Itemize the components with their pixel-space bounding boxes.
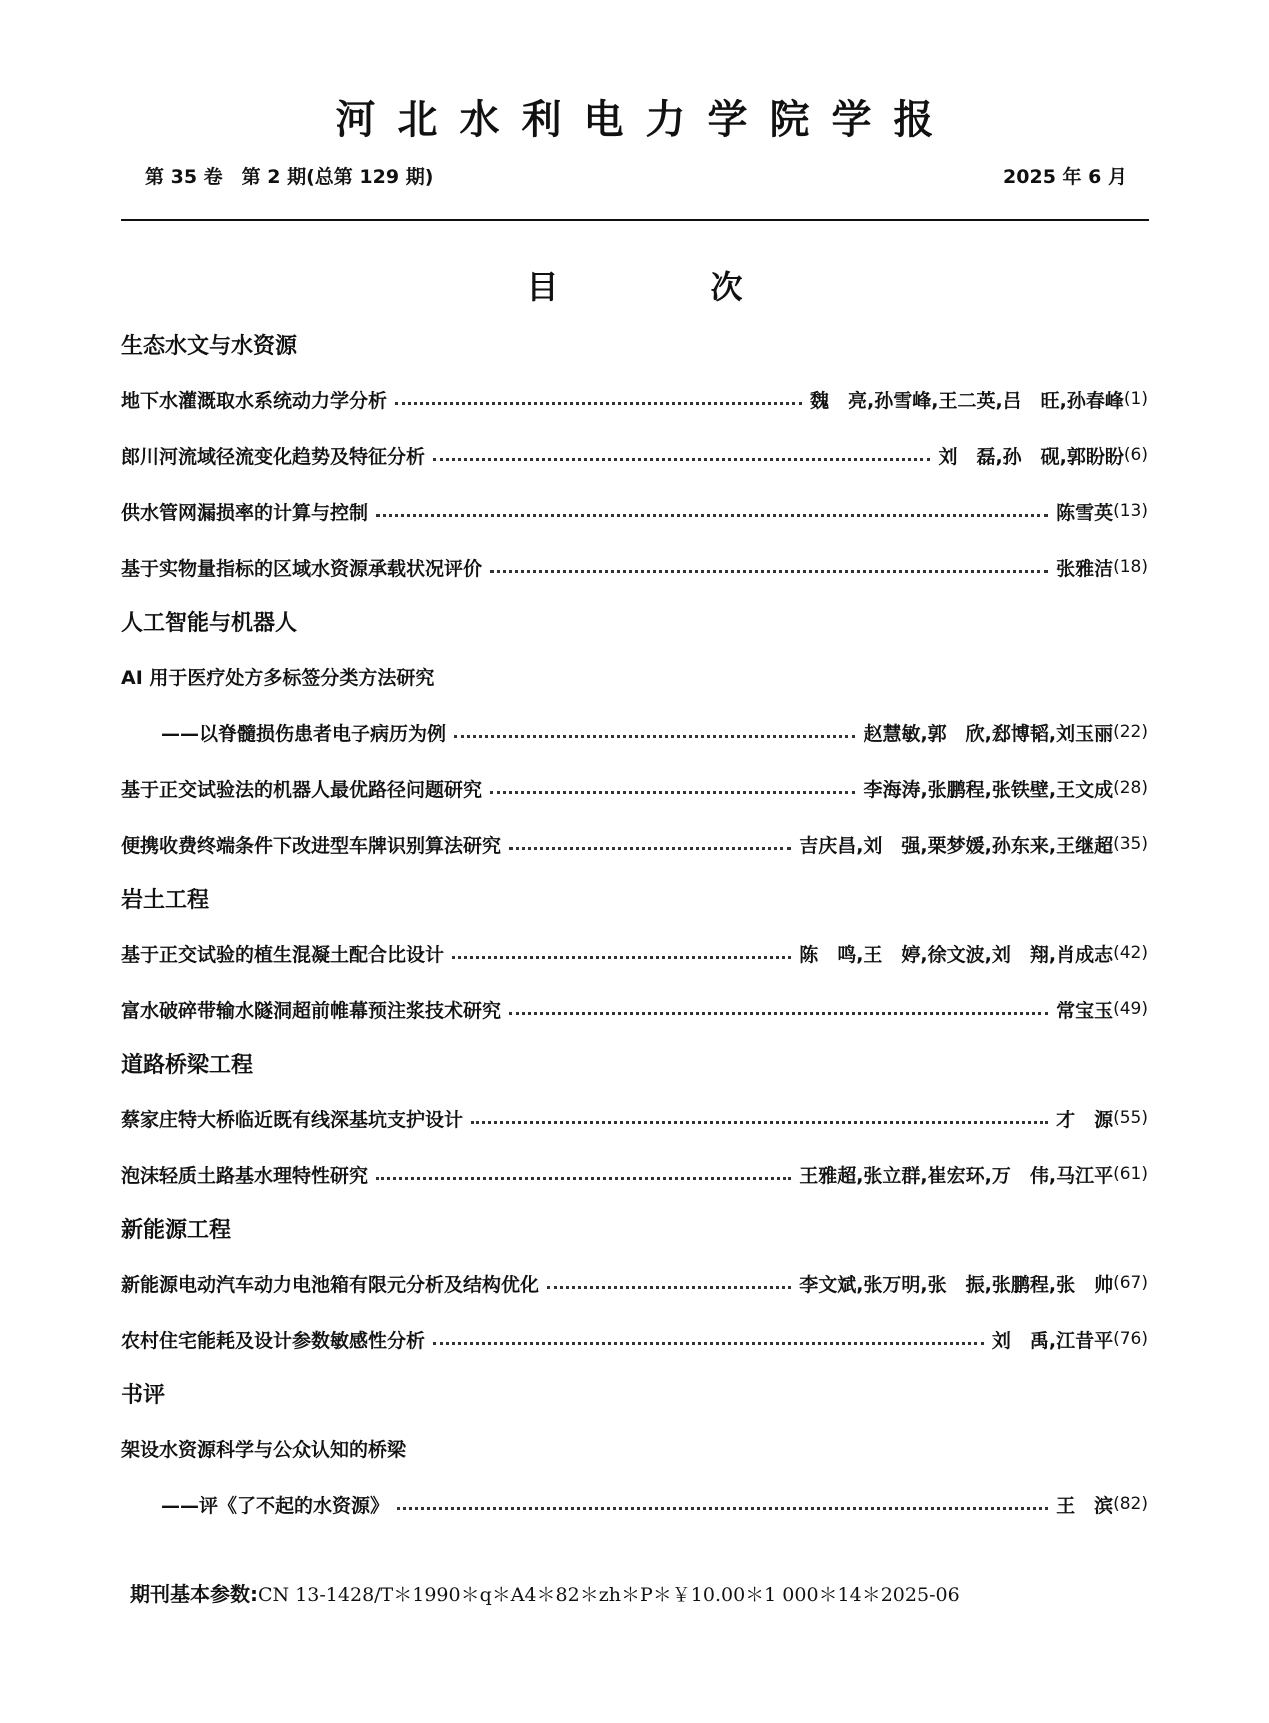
entry-authors: 王 滨 bbox=[1056, 1494, 1114, 1517]
toc-entry[interactable] bbox=[121, 483, 1148, 539]
entry-title: 地下水灌溉取水系统动力学分析 bbox=[121, 389, 388, 412]
dot-leader bbox=[454, 735, 855, 738]
entry-title: 泡沫轻质土路基水理特性研究 bbox=[121, 1164, 369, 1187]
entry-authors: 王雅超,张立群,崔宏环,万 伟,马江平 bbox=[799, 1164, 1114, 1187]
entry-authors: 才 源 bbox=[1056, 1108, 1114, 1131]
dot-leader bbox=[452, 956, 791, 959]
entry-page: (67) bbox=[1113, 1273, 1148, 1293]
entry-title: 蔡家庄特大桥临近既有线深基坑支护设计 bbox=[121, 1108, 464, 1131]
toc-entry[interactable] bbox=[121, 1311, 1148, 1367]
entry-authors: 吉庆昌,刘 强,栗梦媛,孙东来,王继超 bbox=[799, 834, 1114, 857]
entry-title: 新能源电动汽车动力电池箱有限元分析及结构优化 bbox=[121, 1273, 540, 1296]
entry-title: 便携收费终端条件下改进型车牌识别算法研究 bbox=[121, 834, 502, 857]
entry-authors: 赵慧敏,郭 欣,郄博韬,刘玉丽 bbox=[863, 722, 1114, 745]
entry-page: (49) bbox=[1113, 999, 1148, 1019]
toc-entry[interactable] bbox=[121, 648, 1148, 704]
section-heading: 书评 bbox=[121, 1383, 166, 1408]
entry-authors: 李海涛,张鹏程,张铁壁,王文成 bbox=[863, 778, 1114, 801]
dot-leader bbox=[397, 1507, 1048, 1510]
section-heading: 道路桥梁工程 bbox=[121, 1053, 254, 1078]
entry-title: 富水破碎带输水隧洞超前帷幕预注浆技术研究 bbox=[121, 999, 502, 1022]
journal-title: 河北水利电力学院学报 bbox=[335, 97, 956, 143]
issue-date: 2025 年 6 月 bbox=[1003, 166, 1127, 188]
toc-entry[interactable] bbox=[121, 1146, 1148, 1202]
dot-leader bbox=[376, 1177, 791, 1180]
dot-leader bbox=[395, 402, 802, 405]
entry-title: ——以脊髓损伤患者电子病历为例 bbox=[161, 722, 447, 745]
entry-title: 供水管网漏损率的计算与控制 bbox=[121, 501, 369, 524]
toc-entry[interactable] bbox=[121, 1255, 1148, 1311]
entry-authors: 李文斌,张万明,张 振,张鹏程,张 帅 bbox=[799, 1273, 1114, 1296]
toc-entry[interactable] bbox=[121, 1090, 1148, 1146]
entry-authors: 刘 磊,孙 砚,郭盼盼 bbox=[938, 445, 1124, 468]
toc-heading: 目 次 bbox=[526, 268, 803, 306]
entry-page: (35) bbox=[1113, 834, 1148, 854]
entry-title: 农村住宅能耗及设计参数敏感性分析 bbox=[121, 1329, 426, 1352]
entry-authors: 陈雪英 bbox=[1056, 501, 1114, 524]
toc-entry[interactable] bbox=[121, 704, 1148, 760]
issue-number: 第 35 卷 第 2 期(总第 129 期) bbox=[145, 166, 434, 188]
toc-entry[interactable] bbox=[121, 816, 1148, 872]
dot-leader bbox=[433, 1342, 984, 1345]
entry-title: 架设水资源科学与公众认知的桥梁 bbox=[121, 1438, 407, 1461]
entry-page: (28) bbox=[1113, 778, 1148, 798]
entry-title: AI 用于医疗处方多标签分类方法研究 bbox=[121, 666, 435, 689]
params-value: CN 13-1428/T＊1990＊q＊A4＊82＊zh＊P＊￥10.00＊1 000＊14＊2025-06 bbox=[258, 1584, 960, 1606]
entry-authors: 陈 鸣,王 婷,徐文波,刘 翔,肖成志 bbox=[799, 943, 1114, 966]
header-rule bbox=[121, 219, 1149, 221]
entry-title: ——评《了不起的水资源》 bbox=[161, 1494, 390, 1517]
dot-leader bbox=[471, 1121, 1048, 1124]
entry-title: 基于实物量指标的区域水资源承载状况评价 bbox=[121, 557, 483, 580]
entry-authors: 张雅洁 bbox=[1056, 557, 1114, 580]
dot-leader bbox=[490, 570, 1048, 573]
issue-line bbox=[145, 162, 1127, 189]
table-of-contents bbox=[121, 318, 1148, 1532]
section-heading: 岩土工程 bbox=[121, 888, 210, 913]
journal-parameters bbox=[130, 1578, 1150, 1607]
entry-page: (1) bbox=[1123, 389, 1148, 409]
entry-authors: 刘 禹,江昔平 bbox=[991, 1329, 1114, 1352]
section-heading: 人工智能与机器人 bbox=[121, 611, 298, 636]
entry-page: (42) bbox=[1113, 943, 1148, 963]
toc-entry[interactable] bbox=[121, 981, 1148, 1037]
entry-page: (18) bbox=[1113, 557, 1148, 577]
entry-title: 基于正交试验的植生混凝土配合比设计 bbox=[121, 943, 445, 966]
entry-title: 郎川河流域径流变化趋势及特征分析 bbox=[121, 445, 426, 468]
entry-page: (6) bbox=[1123, 445, 1148, 465]
entry-title: 基于正交试验法的机器人最优路径问题研究 bbox=[121, 778, 483, 801]
entry-page: (13) bbox=[1113, 501, 1148, 521]
params-label: 期刊基本参数: bbox=[130, 1582, 258, 1606]
toc-entry[interactable] bbox=[121, 1420, 1148, 1476]
toc-entry[interactable] bbox=[121, 371, 1148, 427]
entry-page: (61) bbox=[1113, 1164, 1148, 1184]
section-heading: 新能源工程 bbox=[121, 1218, 232, 1243]
entry-page: (76) bbox=[1113, 1329, 1148, 1349]
toc-entry[interactable] bbox=[121, 925, 1148, 981]
toc-entry[interactable] bbox=[121, 427, 1148, 483]
toc-entry[interactable] bbox=[121, 539, 1148, 595]
entry-page: (22) bbox=[1113, 722, 1148, 742]
entry-page: (55) bbox=[1113, 1108, 1148, 1128]
entry-authors: 魏 亮,孙雪峰,王二英,吕 旺,孙春峰 bbox=[810, 389, 1124, 412]
entry-authors: 常宝玉 bbox=[1056, 999, 1114, 1022]
dot-leader bbox=[433, 458, 930, 461]
section-heading: 生态水文与水资源 bbox=[121, 334, 298, 359]
toc-entry[interactable] bbox=[121, 1476, 1148, 1532]
dot-leader bbox=[509, 1012, 1048, 1015]
toc-entry[interactable] bbox=[121, 760, 1148, 816]
dot-leader bbox=[376, 514, 1048, 517]
dot-leader bbox=[490, 791, 855, 794]
dot-leader bbox=[509, 847, 791, 850]
dot-leader bbox=[547, 1286, 791, 1289]
entry-page: (82) bbox=[1113, 1494, 1148, 1514]
